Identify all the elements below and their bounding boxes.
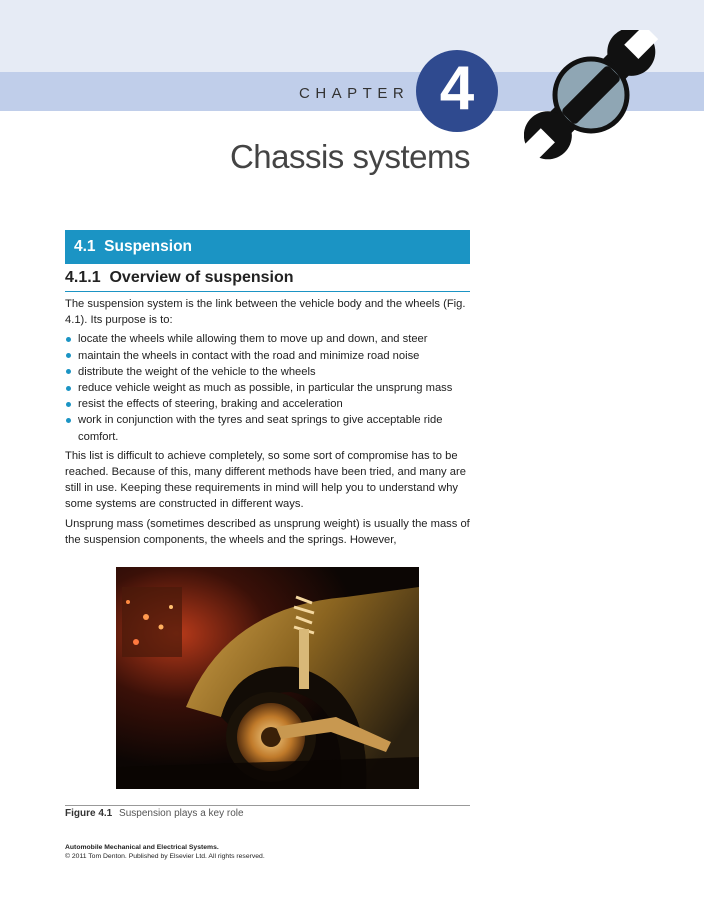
list-item	[65, 412, 475, 444]
list-item-text: resist the effects of steering, braking and acceleration	[78, 398, 343, 411]
list-item-text: reduce vehicle weight as much as possible, in particular the unsprung mass	[78, 382, 453, 395]
chapter-number: 4	[439, 54, 475, 123]
figure-caption-text: Suspension plays a key role	[119, 808, 244, 819]
subsection-heading-text: 4.1.1 Overview of suspension	[65, 269, 294, 286]
list-item	[65, 396, 475, 412]
bullet-dot	[66, 418, 71, 423]
bullet-dot	[66, 337, 71, 342]
paragraph-unsprung-mass: Unsprung mass (sometimes described as unsprung weight) is usually the mass of the suspension components, the wheels and the springs. However,	[65, 517, 470, 546]
body-text	[65, 296, 475, 551]
paragraph-compromise: This list is difficult to achieve completely, so some sort of compromise has to be reached. Because of this, many different methods have been tried, and many are still in use. Keeping these requirements in mind will help you to understand why some systems are constructed in different ways.	[65, 449, 466, 511]
bullet-dot	[66, 369, 71, 374]
figure-label: Figure 4.1	[65, 808, 113, 819]
section-heading-text: 4.1 Suspension	[74, 238, 193, 255]
purpose-list	[65, 331, 475, 444]
list-item	[65, 348, 475, 364]
list-item-text: distribute the weight of the vehicle to the wheels	[78, 365, 316, 378]
list-item	[65, 364, 475, 380]
chapter-number-badge	[416, 50, 498, 132]
bullet-dot	[66, 353, 71, 358]
list-item	[65, 380, 475, 396]
intro-paragraph: The suspension system is the link between the vehicle body and the wheels (Fig. 4.1). Its purpose is to:	[65, 298, 466, 327]
bullet-dot	[66, 402, 71, 407]
figure-divider	[65, 805, 470, 806]
list-item-text: maintain the wheels in contact with the road and minimize road noise	[78, 349, 420, 362]
section-heading	[65, 230, 470, 264]
list-item-text: work in conjunction with the tyres and seat springs to give acceptable ride comfort.	[78, 414, 443, 443]
page-footer	[65, 843, 265, 861]
chapter-label: CHAPTER	[299, 85, 410, 102]
subsection-heading	[65, 269, 470, 292]
bullet-dot	[66, 386, 71, 391]
wrench-icon	[524, 30, 659, 160]
list-item-text: locate the wheels while allowing them to move up and down, and steer	[78, 333, 428, 346]
figure-suspension-photo	[116, 567, 419, 789]
figure-caption	[65, 808, 244, 819]
footer-book-title: Automobile Mechanical and Electrical Systems.	[65, 844, 219, 851]
chapter-title: Chassis systems	[229, 138, 470, 175]
list-item	[65, 331, 475, 347]
footer-copyright: © 2011 Tom Denton. Published by Elsevier Ltd. All rights reserved.	[65, 853, 265, 860]
